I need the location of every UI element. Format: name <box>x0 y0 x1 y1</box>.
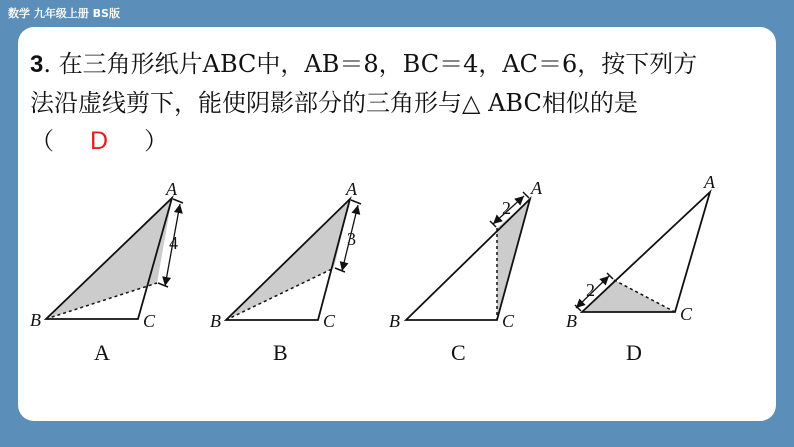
figure-b-option-label: B <box>273 340 288 365</box>
question-number: 3 <box>30 51 44 78</box>
figure-c-length-label: 2 <box>502 198 511 218</box>
figure-a-label-a: A <box>166 179 177 199</box>
figure-a-tick-2 <box>158 283 168 287</box>
figure-d-option-label: D <box>626 340 642 365</box>
figure-d-label-b: B <box>566 311 577 331</box>
figure-c-label-c: C <box>502 311 515 331</box>
figure-b-length-label: 3 <box>347 229 356 249</box>
figure-b-tick-1 <box>351 200 361 204</box>
figure-b-label-b: B <box>210 311 221 331</box>
figure-d-label-c: C <box>680 304 693 324</box>
figure-b-label-c: C <box>323 311 336 331</box>
figure-d <box>566 172 716 365</box>
figure-d-triangle <box>582 192 710 312</box>
figure-a-option-label: A <box>94 340 110 365</box>
figure-a-length-label: 4 <box>169 233 178 253</box>
figure-c <box>389 178 543 365</box>
figure-a <box>30 179 183 365</box>
figure-b-tick-2 <box>335 268 345 272</box>
figure-b <box>210 179 361 365</box>
figure-a-tick-1 <box>173 199 183 203</box>
figure-c-tick-1 <box>523 192 529 198</box>
figure-d-length-label: 2 <box>586 280 595 300</box>
header-title: 数学 九年级上册 BS版 <box>8 7 120 20</box>
paren-close: ） <box>144 127 169 155</box>
question-text-line-1: . 在三角形纸片ABC中，AB＝8，BC＝4，AC＝6，按下列方 <box>43 50 698 78</box>
figure-d-shaded-triangle <box>582 280 675 312</box>
figure-a-label-b: B <box>30 310 41 330</box>
figure-d-label-a: A <box>704 172 715 192</box>
figure-b-label-a: A <box>346 179 357 199</box>
figure-d-tick-2 <box>607 273 613 279</box>
answer-value: D <box>90 127 109 155</box>
figure-a-label-c: C <box>143 311 156 331</box>
figure-c-option-label: C <box>451 340 466 365</box>
figure-c-label-a: A <box>531 178 542 198</box>
paren-open: （ <box>30 127 54 155</box>
figure-c-label-b: B <box>389 311 400 331</box>
question-line-2: 法沿虚线剪下，能使阴影部分的三角形与△ ABC相似的是 <box>30 89 638 117</box>
